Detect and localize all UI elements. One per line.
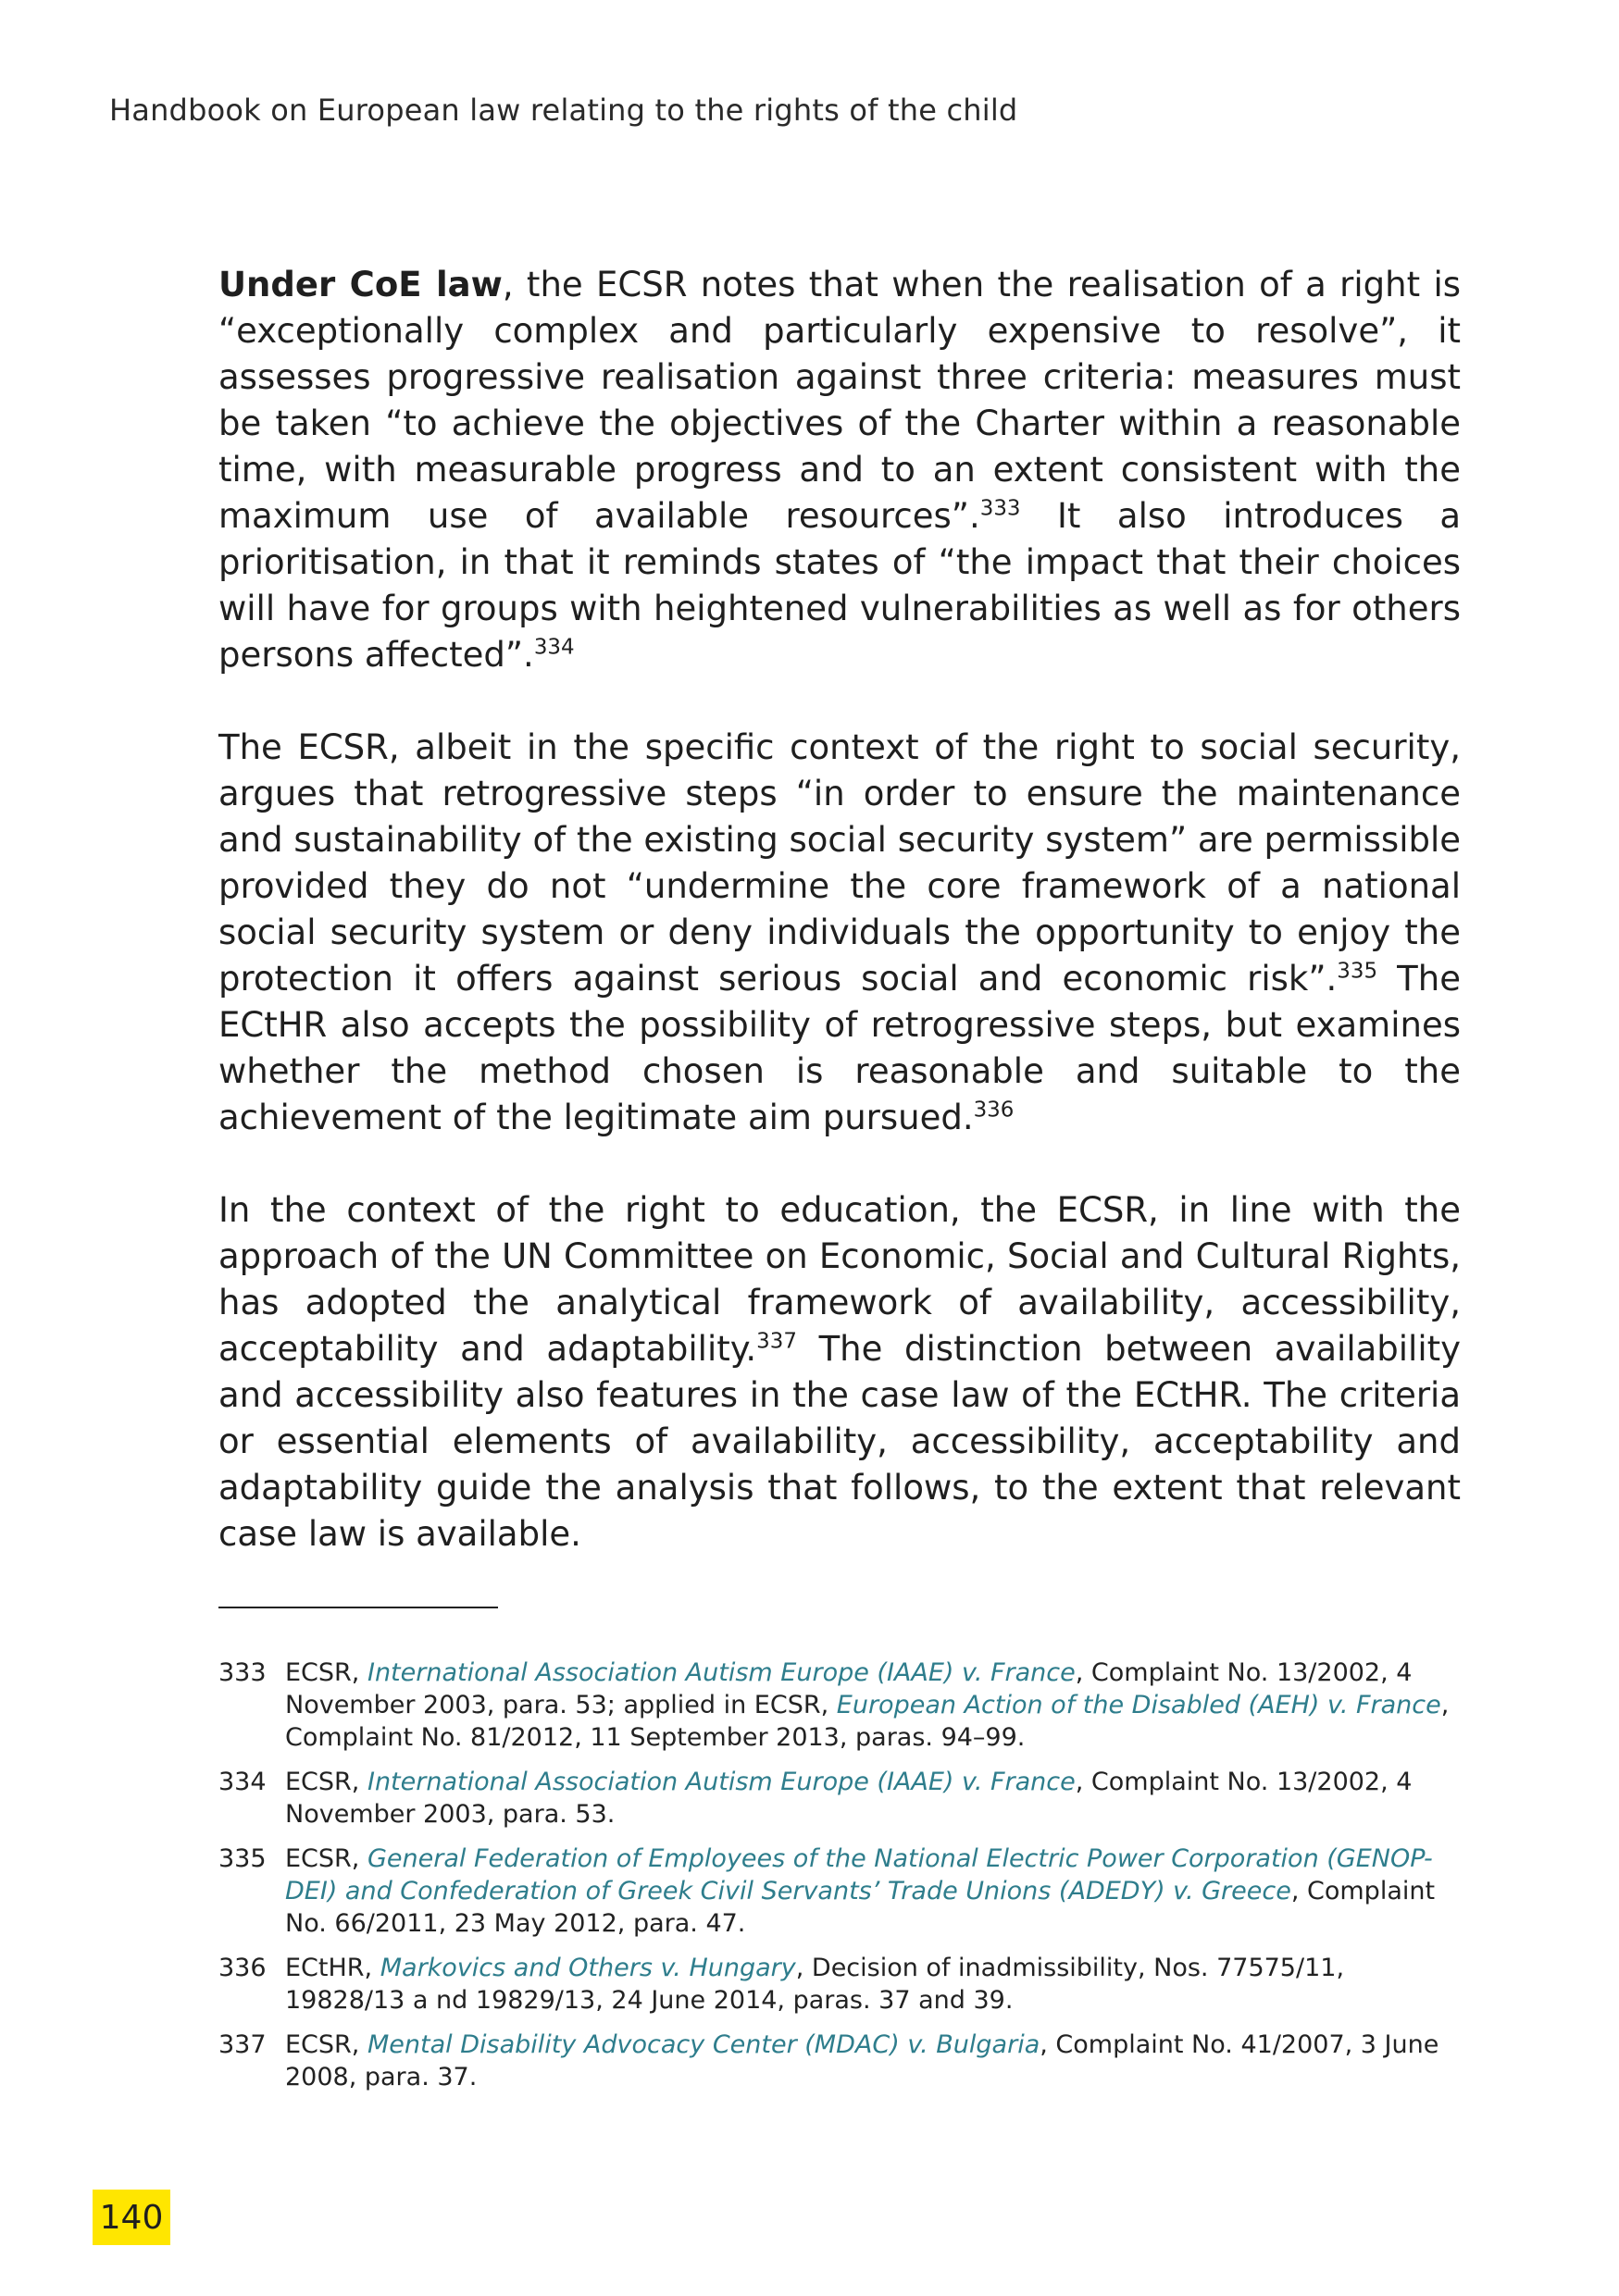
footnote-ref-336[interactable]: 336 [973, 1098, 1015, 1123]
paragraph-right-to-education [218, 1187, 1461, 1558]
footnote-number: 335 [218, 1844, 267, 1873]
footnote-number: 336 [218, 1954, 267, 1982]
paragraph-text: The ECtHR also accepts the possibility of retrogressive steps, but examines whether the method chosen is reasonable and suitable to the achievement of the legitimate aim pursued. [218, 959, 1462, 1137]
paragraph-text: The ECSR, albeit in the specific context of the right to social security, argues that retrogressive steps “in order to ensure the maintenance and sustainability of the existing social security system” are permissible provided they do not “undermine the core framework of a national social security system or deny individuals the opportunity to enjoy the protection it offers against serious social and economic risk”. [218, 727, 1461, 999]
bold-lead: Under CoE law [218, 265, 503, 304]
body-text [218, 262, 1461, 1604]
footnote-number: 333 [218, 1658, 267, 1687]
footnote-333 [218, 1657, 1461, 1754]
footnote-337 [218, 2029, 1461, 2093]
footnote-text: ECSR, General Federation of Employees of the National Electric Power Corporation (GENOP-DEI) and Confederation of Greek Civil Servants’ Trade Unions (ADEDY) v. Greece, Complaint No. 66/2011, 23 May 2012, para. 47. [285, 1844, 1436, 1938]
page-number-badge: 140 [93, 2190, 170, 2245]
case-link[interactable]: International Association Autism Europe (IAAE) v. France [367, 1658, 1076, 1687]
footnote-334 [218, 1766, 1461, 1831]
paragraph-text: It also introduces a prioritisation, in that it reminds states of “the impact that their choices will have for groups with heightened vulnerabilities as well as for others persons affected”. [218, 496, 1461, 675]
case-link[interactable]: European Action of the Disabled (AEH) v. France [836, 1691, 1441, 1719]
footnote-text: ECSR, International Association Autism Europe (IAAE) v. France, Complaint No. 13/2002, 4 November 2003, para. 53. [285, 1768, 1413, 1829]
footnote-335 [218, 1843, 1461, 1940]
footnote-ref-335[interactable]: 335 [1337, 959, 1378, 984]
paragraph-text: In the context of the right to education, the ECSR, in line with the approach of the UN Committee on Economic, Social and Cultural Rights, has adopted the analytical framework of availability, accessibility, acceptability and adaptability. [218, 1190, 1461, 1369]
case-link[interactable]: General Federation of Employees of the National Electric Power Corporation (GENOP-DEI) and Confederation of Greek Civil Servants’ Trade Unions (ADEDY) v. Greece [285, 1844, 1433, 1905]
footnote-text: ECtHR, Markovics and Others v. Hungary, Decision of inadmissibility, Nos. 77575/11, 19828/13 a nd 19829/13, 24 June 2014, paras. 37 and 39. [285, 1954, 1345, 2015]
paragraph-text: , the ECSR notes that when the realisation of a right is “exceptionally complex and particularly expensive to resolve”, it assesses progressive realisation against three criteria: measures must be taken “to achieve the objectives of the Charter within a reasonable time, with measurable progress and to an extent consistent with the maximum use of available resources”. [218, 265, 1461, 536]
footnote-text: ECSR, Mental Disability Advocacy Center (MDAC) v. Bulgaria, Complaint No. 41/2007, 3 June 2008, para. 37. [285, 2030, 1439, 2091]
running-header: Handbook on European law relating to the rights of the child [109, 93, 1018, 128]
footnote-336 [218, 1952, 1461, 2017]
footnote-number: 334 [218, 1768, 267, 1796]
footnote-text: ECSR, International Association Autism Europe (IAAE) v. France, Complaint No. 13/2002, 4 November 2003, para. 53; applied in ECSR, European Action of the Disabled (AEH) v. France, Complaint No. 81/2012, 11 September 2013, paras. 94–99. [285, 1658, 1450, 1752]
footnote-number: 337 [218, 2030, 267, 2059]
case-link[interactable]: Mental Disability Advocacy Center (MDAC) v. Bulgaria [367, 2030, 1040, 2059]
footnote-separator [218, 1607, 498, 1608]
case-link[interactable]: Markovics and Others v. Hungary [380, 1954, 796, 1982]
paragraph-progressive-realisation [218, 262, 1461, 678]
footnote-ref-333[interactable]: 333 [979, 496, 1021, 521]
footnote-ref-334[interactable]: 334 [533, 635, 575, 660]
paragraph-retrogressive-steps [218, 725, 1461, 1141]
paragraph-text: The distinction between availability and accessibility also features in the case law of the ECtHR. The criteria or essential elements of availability, accessibility, acceptability and adaptability guide the analysis that follows, to the extent that relevant case law is available. [218, 1329, 1462, 1554]
case-link[interactable]: International Association Autism Europe (IAAE) v. France [367, 1768, 1076, 1796]
footnotes [218, 1657, 1461, 2105]
footnote-ref-337[interactable]: 337 [756, 1329, 797, 1354]
